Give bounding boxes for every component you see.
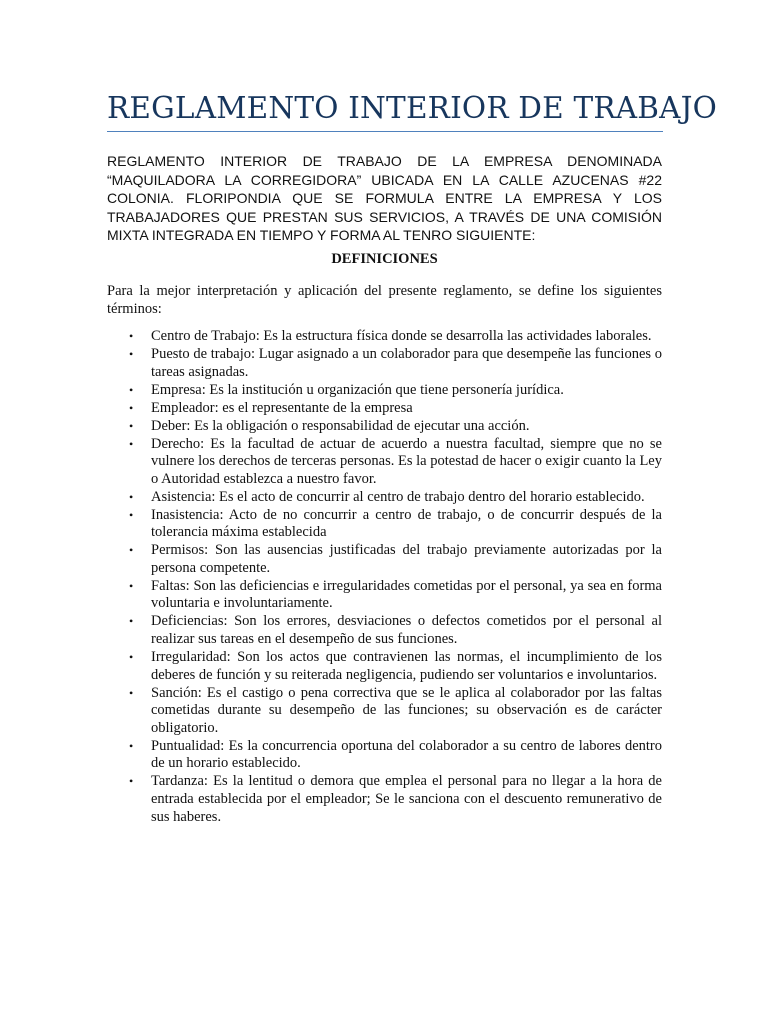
definition-text: Empresa: Es la institución u organización que tiene personería jurídica.: [151, 381, 564, 398]
bullet-icon: •: [129, 436, 134, 451]
list-item: [129, 737, 662, 773]
definition-text: Derecho: Es la facultad de actuar de acuerdo a nuestra facultad, siempre que no se vulnere los derechos de terceras personas. Es la potestad de hacer o exigir cuanto la Ley o Autoridad establezca a nuestro favor.: [151, 435, 662, 487]
list-item: [129, 613, 662, 648]
list-item: [129, 488, 662, 507]
bullet-icon: •: [129, 738, 134, 753]
definition-text: Centro de Trabajo: Es la estructura física donde se desarrolla las actividades laborales.: [151, 328, 652, 344]
intro-paragraph: REGLAMENTO INTERIOR DE TRABAJO DE LA EMPRESA DENOMINADA “MAQUILADORA LA CORREGIDORA” UBICADA EN LA CALLE AZUCENAS #22 COLONIA. FLORIPONDIA QUE SE FORMULA ENTRE LA EMPRESA Y LOS TRABAJADORES QUE PRESTAN SUS SERVICIOS, A TRAVÉS DE UNA COMISIÓN MIXTA INTEGRADA EN TIEMPO Y FORMA AL TENRO SIGUIENTE:: [107, 153, 662, 243]
bullet-icon: •: [129, 578, 134, 593]
definition-text: Faltas: Son las deficiencias e irregularidades cometidas por el personal, ya sea en forma voluntaria e involuntariamente.: [151, 577, 662, 612]
definition-text: Permisos: Son las ausencias justificadas del trabajo previamente autorizadas por la persona competente.: [151, 542, 662, 576]
bullet-icon: •: [129, 507, 134, 522]
list-item: [129, 417, 662, 436]
definition-text: Asistencia: Es el acto de concurrir al centro de trabajo dentro del horario establecido.: [151, 488, 645, 505]
bullet-icon: •: [129, 329, 134, 343]
list-item: [129, 435, 662, 489]
bullet-icon: •: [129, 685, 134, 700]
bullet-icon: •: [129, 614, 134, 629]
bullet-icon: •: [129, 382, 134, 397]
bullet-icon: •: [129, 400, 134, 415]
list-item: [129, 542, 662, 577]
list-item: [129, 648, 662, 684]
list-item: [129, 345, 662, 381]
list-item: [129, 399, 662, 418]
list-item: [129, 506, 662, 542]
bullet-icon: •: [129, 346, 134, 361]
definition-text: Puesto de trabajo: Lugar asignado a un colaborador para que desempeñe las funciones o tareas asignadas.: [151, 345, 662, 380]
bullet-icon: •: [129, 774, 134, 789]
definition-text: Deficiencias: Son los errores, desviaciones o defectos cometidos por el personal al realizar sus tareas en el desempeño de sus funciones.: [151, 613, 662, 647]
definition-text: Inasistencia: Acto de no concurrir a centro de trabajo, o de concurrir después de la tolerancia máxima establecida: [151, 506, 662, 541]
list-item: [129, 381, 662, 400]
section-heading: DEFINICIONES: [331, 251, 438, 267]
definition-text: Empleador: es el representante de la empresa: [151, 399, 413, 416]
bullet-icon: •: [129, 543, 134, 558]
title-underline: [107, 131, 663, 132]
list-item: [129, 577, 662, 613]
definition-text: Deber: Es la obligación o responsabilidad de ejecutar una acción.: [151, 417, 530, 434]
definitions-list: [129, 328, 662, 826]
bullet-icon: •: [129, 489, 134, 504]
definition-text: Tardanza: Es la lentitud o demora que emplea el personal para no llegar a la hora de entrada establecida por el empleador; Se le sanciona con el descuento remunerativo de sus haberes.: [151, 773, 662, 825]
lead-paragraph: Para la mejor interpretación y aplicación del presente reglamento, se define los siguientes términos:: [107, 283, 662, 317]
definition-text: Sanción: Es el castigo o pena correctiva que se le aplica al colaborador por las faltas cometidas durante su desempeño de las funciones; su observación es de carácter obligatorio.: [151, 684, 662, 736]
list-item: [129, 684, 662, 738]
bullet-icon: •: [129, 649, 134, 664]
list-item: [129, 773, 662, 826]
bullet-icon: •: [129, 418, 134, 433]
document-title: REGLAMENTO INTERIOR DE TRABAJO: [107, 91, 718, 125]
list-item: [129, 328, 662, 346]
definition-text: Irregularidad: Son los actos que contravienen las normas, el incumplimiento de los deberes de función y su reiterada negligencia, pudiendo ser voluntarios e involuntarios.: [151, 648, 662, 683]
definition-text: Puntualidad: Es la concurrencia oportuna del colaborador a su centro de labores dentro de un horario establecido.: [151, 737, 662, 772]
